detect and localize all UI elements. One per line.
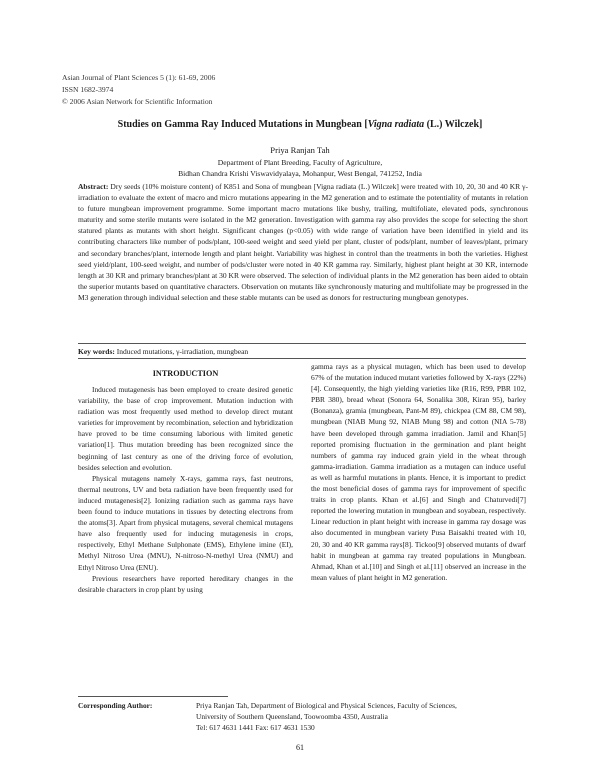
affiliation bbox=[40, 157, 560, 179]
keywords-label: Key words: bbox=[78, 347, 115, 356]
divider-bottom bbox=[78, 358, 526, 359]
corresponding-line: Tel: 617 4631 1441 Fax: 617 4631 1530 bbox=[196, 723, 315, 732]
keywords bbox=[78, 346, 528, 357]
journal-header bbox=[62, 72, 215, 108]
abstract-text: Dry seeds (10% moisture content) of K851 and Sona of mungbean [Vigna radiata (L.) Wilczek] were treated with 10, 20, 30 and 40 KR γ-irradiation to evaluate the extent of macro and micro mutations appearing in the M2 generation and to estimate the potentiality of mutants in relation to future mungbean improvement programme. Some important macro mutations like bushy, trailing, multifoliate, elevated pods, synchronous maturity and some sterile mutants were isolated in the M2 generation. Investigation with gamma ray also provides the scope for selecting the short statured plants as mutants with short height. Significant changes (p<0.05) with wide range of variation have been identified in yield and its contributing characters like number of pods/plant, 100-seed weight and seed yield per plant, cluster of pods/plant, number of leaves/plant, primary and secondary branches/plant, internode length and plant height. Variability was highest in control than the treatments in both the varieties. Highest seed yield/plant, 100-seed weight, and number of pods/cluster were noted in 40 KR gamma ray. Similarly, highest plant height at 30 KR, internode length at 30 KR and primary branches/plant at 30 KR were observed. The selection of individual plants in the M2 generation has been aided to obtain the superior mutants based on quantitative characters. Observation on mutants like synchronously maturing and multifoliate may be progressed in the M3 generation through individual selection and these stable mutants can be used as donors for restructuring mungbean genotypes. bbox=[78, 182, 528, 302]
right-paragraph: gamma rays as a physical mutagen, which has been used to develop 67% of the mutation induced mutant varieties followed by X-rays (22%)[4]. Consequently, the high yielding varieties like (R16, R99, PBR 102, PBR 380), bread wheat (Sonora 64, Sonalika 308, Kiran 95), barley (Bonanza), gramia (mungbean, Pant-M 89), chickpea (CM 88, CM 98), mungbean (NIAB Mung 92, NIAB Mung 98) and cotton (NIA 5-78) have been developed through gamma irradiation. Jamil and Khan[5] reported promising fluctuation in the germination and plant height numbers of gamma ray induced grain yield in the wheat through gamma-irradiation. Gamma irradiation as a mutagen can induce useful as well as harmful mutations in plants. Hence, it is important to predict the most beneficial doses of gamma rays for improvement of specific traits in crop plants. Khan et al.[6] and Singh and Chaturvedi[7] reported the lowering mutation in mungbean and soyabean, respectively. Linear reduction in plant height with increase in gamma ray dosage was also documented in mungbean variety Pusa Baisakhi treated with 10, 20, 30 and 40 KR gamma rays[8]. Tickoo[9] observed mutants of dwarf habit in mungbean at gamma ray treated populations in Mungbean. Ahmad, Khan et al.[10] and Singh et al.[11] observed an increase in the mean values of plant height in M2 generation. bbox=[311, 362, 526, 582]
affiliation-line-1: Department of Plant Breeding, Faculty of Agriculture, bbox=[217, 158, 383, 167]
section-heading-introduction: INTRODUCTION bbox=[152, 369, 219, 378]
title-species: Vigna radiata bbox=[367, 119, 425, 130]
title-main: Studies on Gamma Ray Induced Mutations in Mungbean [ bbox=[117, 119, 368, 130]
abstract-label: Abstract: bbox=[78, 182, 109, 191]
page-number: 61 bbox=[296, 743, 304, 752]
affiliation-line-2: Bidhan Chandra Krishi Viswavidyalaya, Mohanpur, West Bengal, 741252, India bbox=[178, 169, 422, 178]
paper-title bbox=[40, 118, 560, 131]
journal-citation: Asian Journal of Plant Sciences 5 (1): 61-69, 2006 bbox=[62, 73, 216, 82]
divider-top bbox=[78, 343, 526, 344]
footnote-rule bbox=[78, 696, 228, 697]
right-column bbox=[311, 361, 526, 583]
keywords-text: Induced mutations, γ-irradiation, mungbean bbox=[114, 347, 249, 356]
title-tail: (L.) Wilczek] bbox=[424, 119, 483, 130]
abstract bbox=[78, 181, 528, 303]
corresponding-details bbox=[196, 700, 526, 733]
left-paragraph: Previous researchers have reported hereditary changes in the desirable characters in crop plant by using bbox=[78, 573, 293, 594]
issn: ISSN 1682-3974 bbox=[62, 85, 114, 94]
author-name: Priya Ranjan Tah bbox=[270, 145, 330, 155]
corresponding-line: University of Southern Queensland, Toowoomba 4350, Australia bbox=[196, 712, 388, 721]
copyright: © 2006 Asian Network for Scientific Information bbox=[62, 97, 213, 106]
left-paragraph: Physical mutagens namely X-rays, gamma rays, fast neutrons, thermal neutrons, UV and beta radiation have been frequently used for induced mutagenesis[2]. Ionizing radiation such as gamma rays have been found to induce mutations in tissues by detecting electrons from the atoms[3]. Apart from physical mutagens, several chemical mutagens have also frequently used for inducing mutagenesis in crops, respectively, Ethyl Methane Sulphonate (EMS), Ethylene imine (EI), Methyl Nitroso Urea (MNU), N-nitroso-N-methyl Urea (NMU) and Ethyl Nitroso Urea (ENU). bbox=[78, 473, 293, 572]
left-column bbox=[78, 384, 293, 595]
left-paragraph: Induced mutagenesis has been employed to create desired genetic variability, the base of crop improvement. Mutation induction with radiation was most frequently used method to develop direct mutant varieties for improvement by recombination, selection and hybridization have proved to be time consuming laborious with limited genetic variation[1]. Thus mutation breeding has been recognized since the beginning of last century as one of the driving force of evolution, besides selection and evolution. bbox=[78, 385, 293, 472]
corresponding-label: Corresponding Author: bbox=[78, 701, 153, 710]
corresponding-line: Priya Ranjan Tah, Department of Biological and Physical Sciences, Faculty of Sciences, bbox=[196, 701, 457, 710]
